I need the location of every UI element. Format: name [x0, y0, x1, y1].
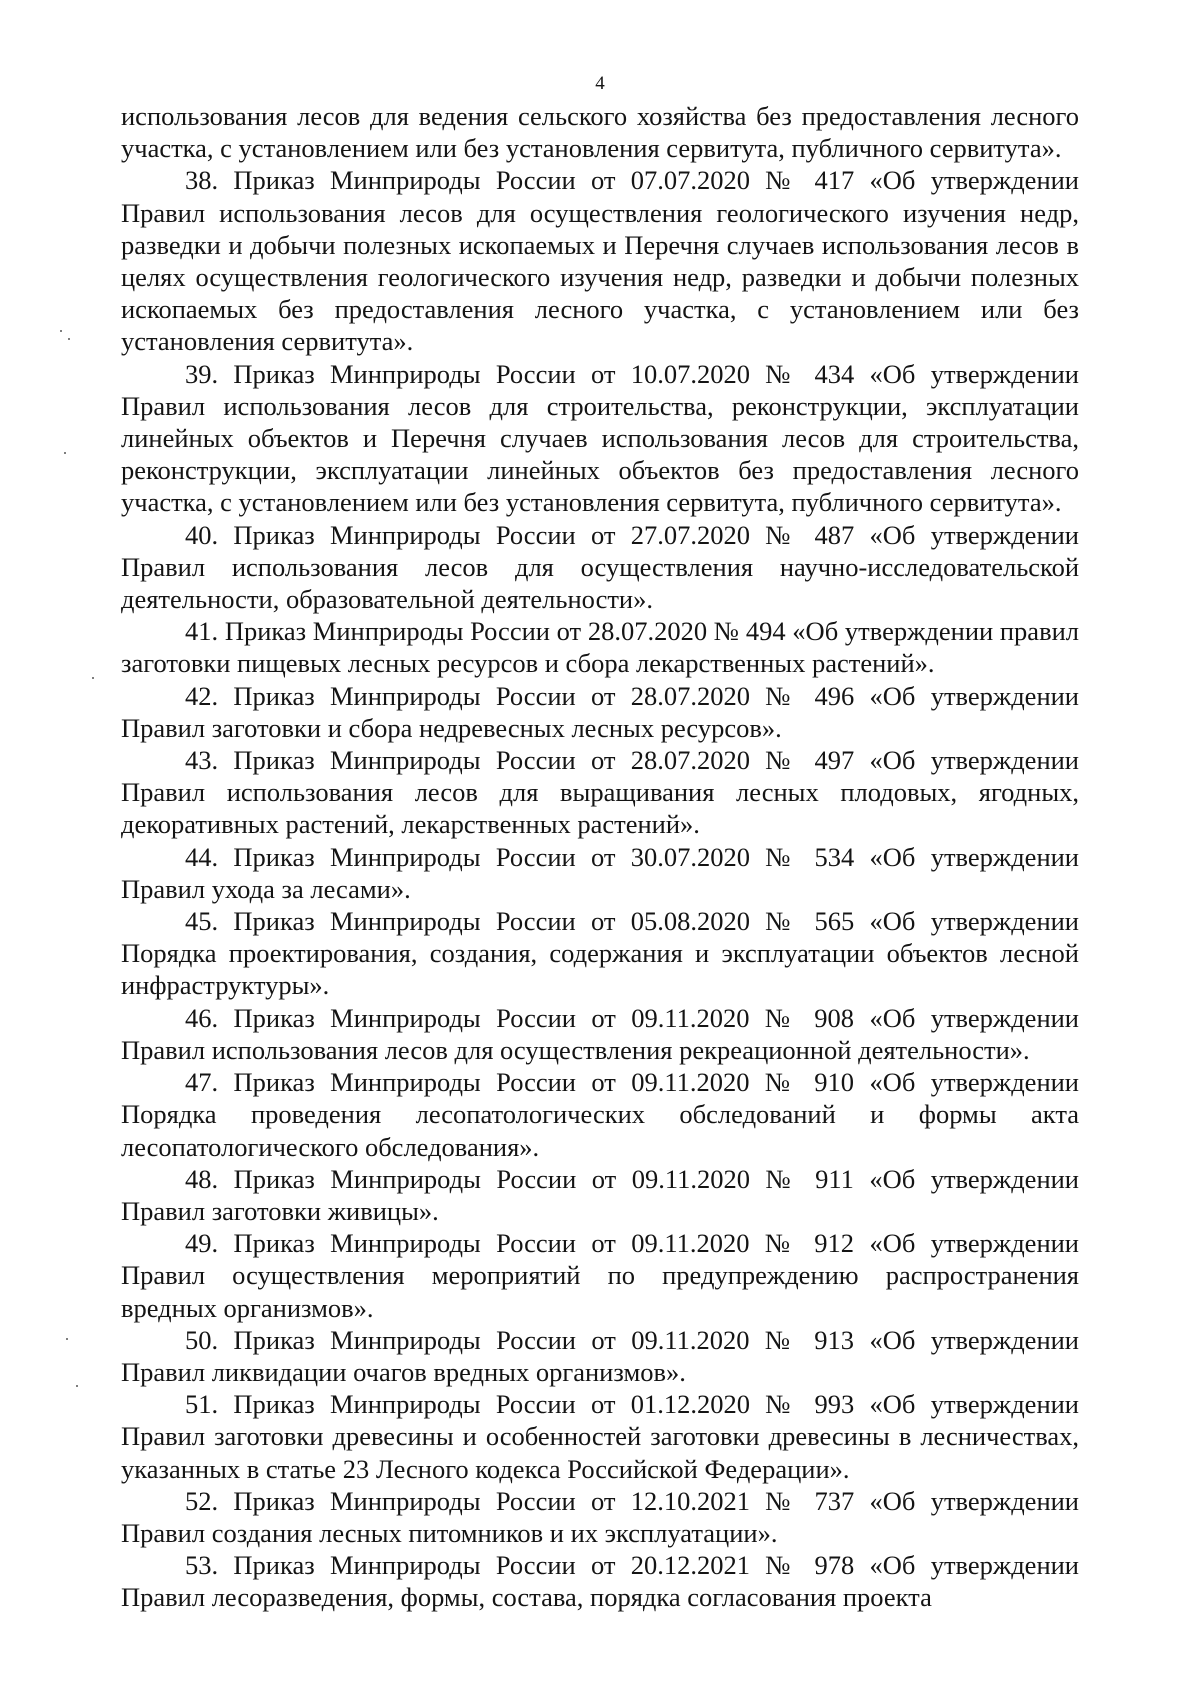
list-item-41: 41. Приказ Минприроды России от 28.07.2020 № 494 «Об утверждении правил заготовки пищевых лесных ресурсов и сбора лекарственных растений».	[121, 616, 1079, 679]
list-item-39: 39. Приказ Минприроды России от 10.07.2020 № 434 «Об утверждении Правил использования лесов для строительства, реконструкции, эксплуатации линейных объектов и Перечня случаев использования лесов для строительства, реконструкции, эксплуатации линейных объектов без предоставления лесного участка, с установлением или без установления сервитута, публичного сервитута».	[121, 358, 1079, 518]
list-item-47: 47. Приказ Минприроды России от 09.11.2020 № 910 «Об утверждении Порядка проведения лесопатологических обследований и формы акта лесопатологического обследования».	[121, 1067, 1079, 1162]
list-item-42: 42. Приказ Минприроды России от 28.07.2020 № 496 «Об утверждении Правил заготовки и сбора недревесных лесных ресурсов».	[121, 680, 1079, 743]
scan-speck	[68, 338, 70, 340]
page-number: 4	[595, 73, 605, 94]
list-item-50: 50. Приказ Минприроды России от 09.11.2020 № 913 «Об утверждении Правил ликвидации очагов вредных организмов».	[121, 1324, 1079, 1387]
scan-speck	[76, 1385, 78, 1387]
list-item-52: 52. Приказ Минприроды России от 12.10.2021 № 737 «Об утверждении Правил создания лесных питомников и их эксплуатации».	[121, 1485, 1079, 1548]
list-item-48: 48. Приказ Минприроды России от 09.11.2020 № 911 «Об утверждении Правил заготовки живицы».	[121, 1163, 1079, 1226]
document-body	[121, 100, 1079, 1614]
scan-speck	[60, 330, 62, 332]
list-item-53: 53. Приказ Минприроды России от 20.12.2021 № 978 «Об утверждении Правил лесоразведения, формы, состава, порядка согласования проекта	[121, 1550, 1079, 1613]
list-item-51: 51. Приказ Минприроды России от 01.12.2020 № 993 «Об утверждении Правил заготовки древесины и особенностей заготовки древесины в лесничествах, указанных в статье 23 Лесного кодекса Российской Федерации».	[121, 1389, 1079, 1484]
list-item-38: 38. Приказ Минприроды России от 07.07.2020 № 417 «Об утверждении Правил использования лесов для осуществления геологического изучения недр, разведки и добычи полезных ископаемых и Перечня случаев использования лесов в целях осуществления геологического изучения недр, разведки и добычи полезных ископаемых без предоставления лесного участка, с установлением или без установления сервитута».	[121, 165, 1079, 357]
list-item-43: 43. Приказ Минприроды России от 28.07.2020 № 497 «Об утверждении Правил использования лесов для выращивания лесных плодовых, ягодных, декоративных растений, лекарственных растений».	[121, 745, 1079, 840]
list-item-44: 44. Приказ Минприроды России от 30.07.2020 № 534 «Об утверждении Правил ухода за лесами».	[121, 841, 1079, 904]
scan-speck	[92, 677, 94, 679]
list-item-46: 46. Приказ Минприроды России от 09.11.2020 № 908 «Об утверждении Правил использования лесов для осуществления рекреационной деятельности».	[121, 1002, 1079, 1065]
list-item-49: 49. Приказ Минприроды России от 09.11.2020 № 912 «Об утверждении Правил осуществления мероприятий по предупреждению распространения вредных организмов».	[121, 1228, 1079, 1323]
list-item-45: 45. Приказ Минприроды России от 05.08.2020 № 565 «Об утверждении Порядка проектирования, создания, содержания и эксплуатации объектов лесной инфраструктуры».	[121, 906, 1079, 1001]
paragraph-continuation: использования лесов для ведения сельского хозяйства без предоставления лесного участка, с установлением или без установления сервитута, публичного сервитута».	[121, 101, 1079, 164]
scan-speck	[64, 452, 66, 454]
list-item-40: 40. Приказ Минприроды России от 27.07.2020 № 487 «Об утверждении Правил использования лесов для осуществления научно-исследовательской деятельности, образовательной деятельности».	[121, 519, 1079, 615]
scan-speck	[66, 1338, 68, 1340]
